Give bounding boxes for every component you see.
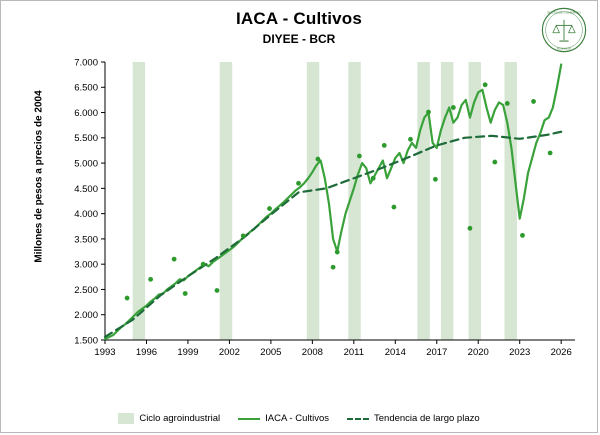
legend-label-band: Ciclo agroindustrial	[139, 413, 221, 424]
legend-item-line	[238, 413, 329, 424]
data-point	[492, 160, 497, 165]
data-point	[505, 101, 510, 106]
data-point	[148, 277, 153, 282]
cycle-band	[133, 62, 145, 340]
y-tick-label: 3.500	[74, 234, 98, 246]
chart-legend	[1, 413, 597, 424]
cycle-band	[441, 62, 453, 340]
y-tick-label: 5.500	[74, 133, 98, 145]
y-tick-label: 1.500	[74, 335, 98, 347]
data-point	[315, 157, 320, 162]
data-point	[548, 151, 553, 156]
y-tick-label: 7.000	[74, 57, 98, 69]
legend-band-swatch-icon	[118, 413, 134, 424]
data-point	[531, 99, 536, 104]
data-point	[392, 205, 397, 210]
data-point	[357, 154, 362, 159]
data-point	[267, 206, 272, 211]
x-tick-label: 2026	[550, 347, 572, 358]
y-tick-label: 3.000	[74, 259, 98, 271]
x-tick-label: 2023	[509, 347, 531, 358]
data-point	[408, 137, 413, 142]
data-point	[201, 262, 206, 267]
legend-label-line: IACA - Cultivos	[265, 413, 330, 424]
x-tick-label: 1999	[177, 347, 199, 358]
data-point	[468, 226, 473, 231]
legend-dashed-swatch-icon	[347, 418, 369, 420]
legend-line-swatch-icon	[238, 418, 260, 420]
data-point	[483, 82, 488, 87]
data-point	[433, 177, 438, 182]
data-point	[382, 143, 387, 148]
svg-text:ROSARIO: ROSARIO	[556, 46, 572, 51]
y-tick-label: 5.000	[74, 158, 98, 170]
x-tick-label: 2020	[467, 347, 489, 358]
page-title: IACA - Cultivos	[235, 9, 363, 28]
data-point	[125, 296, 130, 301]
x-tick-label: 2005	[260, 347, 282, 358]
y-tick-label: 6.000	[74, 107, 98, 119]
data-point	[335, 250, 340, 255]
bcr-seal-logo-icon	[541, 7, 587, 53]
x-tick-label: 2011	[343, 347, 365, 358]
series-line	[105, 65, 561, 339]
x-tick-label: 2017	[426, 347, 448, 358]
legend-item-band	[118, 413, 220, 424]
data-point	[296, 181, 301, 186]
y-tick-label: 4.000	[74, 209, 98, 221]
plot-area	[63, 56, 581, 366]
legend-item-trend	[347, 413, 480, 424]
data-point	[183, 291, 188, 296]
y-tick-label: 4.500	[74, 183, 98, 195]
cycle-band	[417, 62, 429, 340]
data-point	[241, 233, 246, 238]
data-point	[426, 110, 431, 115]
y-axis-label: Millones de pesos a precios de 2004	[33, 90, 45, 263]
x-tick-label: 1996	[135, 347, 158, 358]
chart-svg	[63, 56, 581, 366]
data-point	[451, 105, 456, 110]
cycle-band	[220, 62, 232, 340]
svg-text:BOLSA DE COMERCIO: BOLSA DE COMERCIO	[547, 10, 581, 15]
data-point	[331, 265, 336, 270]
legend-label-trend: Tendencia de largo plazo	[374, 413, 480, 424]
data-point	[371, 176, 376, 181]
x-tick-label: 1993	[94, 347, 116, 358]
data-point	[215, 288, 220, 293]
cycle-band	[307, 62, 319, 340]
data-point	[520, 233, 525, 238]
y-tick-label: 6.500	[74, 82, 98, 94]
data-point	[172, 257, 177, 262]
x-tick-label: 2002	[218, 347, 240, 358]
chart-subtitle: DIYEE - BCR	[262, 32, 336, 46]
y-tick-label: 2.000	[74, 310, 98, 322]
x-tick-label: 2008	[301, 347, 323, 358]
y-tick-label: 2.500	[74, 284, 98, 296]
x-tick-label: 2014	[384, 347, 406, 358]
